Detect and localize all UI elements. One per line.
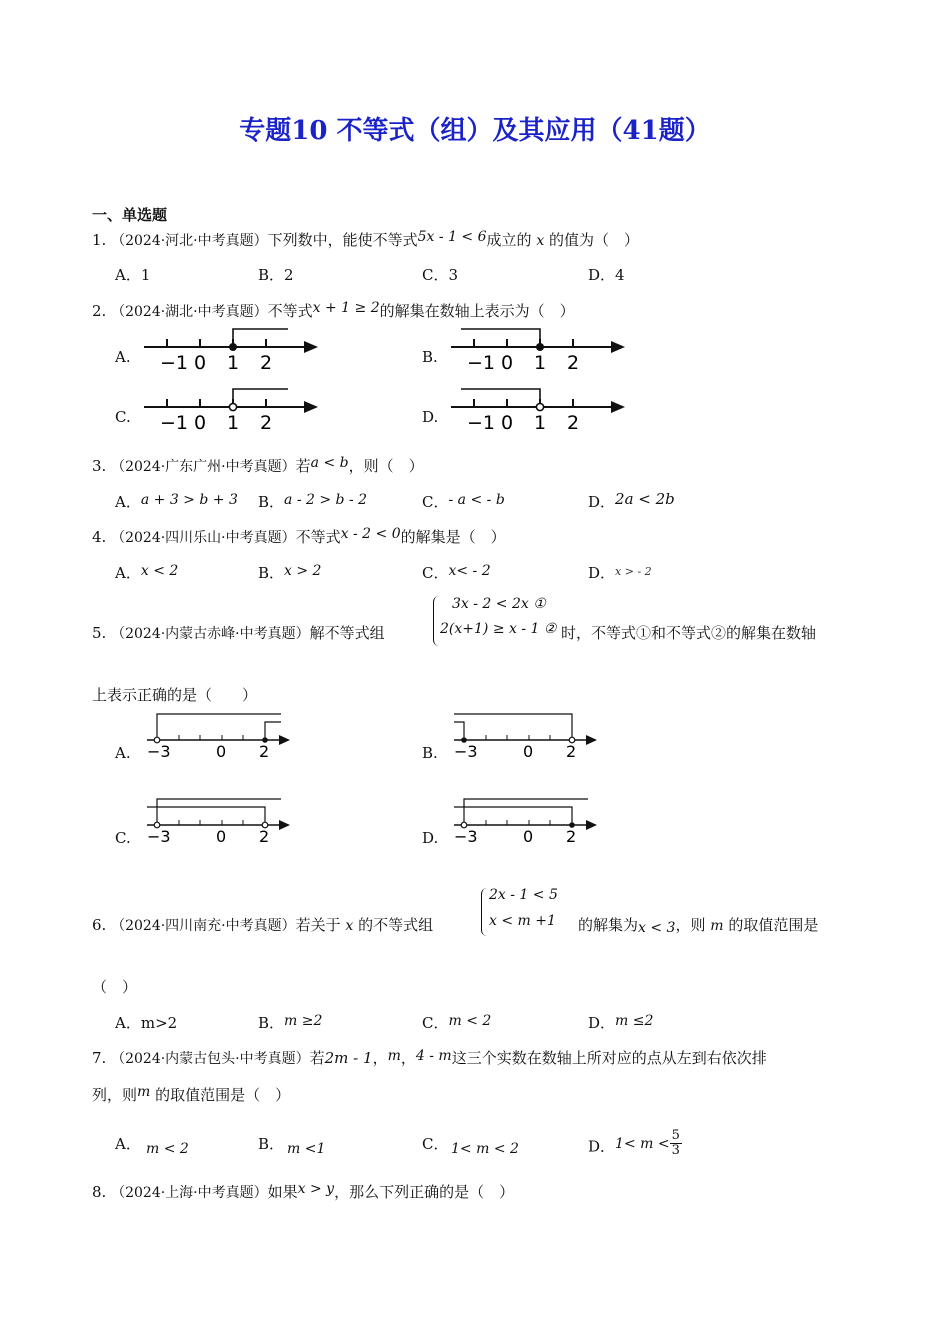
q8-source: （2024·上海·中考真题） xyxy=(111,1185,268,1201)
q1-number: 1. xyxy=(92,231,107,249)
range-1 xyxy=(454,714,572,737)
q2-number-line-a xyxy=(140,325,325,375)
q4-option-b[interactable] xyxy=(258,562,321,583)
q6-source: （2024·四川南充·中考真题） xyxy=(111,918,296,934)
range-2 xyxy=(454,722,464,737)
option-letter: A． xyxy=(115,1014,141,1032)
q1-option-a[interactable]: A．1 xyxy=(115,266,151,284)
q6-var-x: x xyxy=(345,918,354,934)
question-8 xyxy=(92,1181,514,1202)
option-expr: 1< m < xyxy=(615,1135,670,1152)
q5-number-line-a xyxy=(145,710,295,760)
q6-paren: （ ） xyxy=(92,978,138,996)
question-7 xyxy=(92,1047,767,1068)
q5-label-c[interactable]: C. xyxy=(115,829,131,847)
tick-label: 2 xyxy=(567,352,580,374)
q6-text-post-b: ，则 xyxy=(675,916,706,934)
numerator: 5 xyxy=(671,1128,680,1143)
q5-number-line-b xyxy=(452,710,602,760)
q2-label-a[interactable]: A. xyxy=(115,348,131,366)
q1-option-d[interactable]: D．4 xyxy=(588,266,625,284)
q7-option-a[interactable] xyxy=(115,1133,141,1154)
arrow-head xyxy=(586,820,597,830)
q3-text-pre: 若 xyxy=(295,457,311,475)
q6-option-a[interactable] xyxy=(115,1012,177,1033)
option-letter: C． xyxy=(422,1014,449,1032)
open-dot xyxy=(536,403,543,410)
q5-number-line-c xyxy=(145,795,295,845)
option-letter: C． xyxy=(422,493,449,511)
range-1 xyxy=(157,714,281,737)
option-letter: B． xyxy=(258,1014,285,1032)
q8-condition: x > y xyxy=(297,1181,335,1197)
tick-label: −1 xyxy=(467,352,496,374)
range-2 xyxy=(147,807,265,822)
q2-inequality: x + 1 ≥ 2 xyxy=(312,300,380,316)
q1-source: （2024·河北·中考真题） xyxy=(111,233,268,249)
q1-option-b[interactable]: B．2 xyxy=(258,266,294,284)
q6-text-post-a: 的解集为 xyxy=(578,916,639,934)
option-letter: B． xyxy=(258,493,285,511)
q7-number: 7. xyxy=(92,1049,107,1067)
tick-label: 1 xyxy=(534,352,547,374)
tick-label: 0 xyxy=(501,412,514,434)
q7-option-b-expr: m <1 xyxy=(287,1141,326,1157)
tick-label: −3 xyxy=(147,827,171,846)
option-expr: m ≤2 xyxy=(615,1013,654,1029)
tick-label: 2 xyxy=(567,412,580,434)
q6-option-d[interactable] xyxy=(588,1012,653,1033)
arrow-head xyxy=(611,401,625,413)
q5-label-b[interactable]: B. xyxy=(422,744,438,762)
q5-system-brace xyxy=(433,596,440,646)
q5-source: （2024·内蒙古赤峰·中考真题） xyxy=(111,626,310,642)
q5-label-a[interactable]: A. xyxy=(115,744,131,762)
tick-label: 2 xyxy=(259,742,270,761)
q4-option-d[interactable] xyxy=(588,562,652,583)
q6-var-m: m xyxy=(710,918,724,934)
q1-text-post2: 的值为（ ） xyxy=(549,231,640,249)
option-letter: A． xyxy=(115,564,141,582)
option-expr: m < 2 xyxy=(448,1013,492,1029)
q7-expr-1: 2m - 1 xyxy=(324,1049,373,1067)
q1-option-c[interactable]: C．3 xyxy=(422,266,459,284)
q1-text-pre: 下列数中，能使不等式 xyxy=(267,231,418,249)
q8-text-post: ，那么下列正确的是（ ） xyxy=(334,1183,515,1201)
q5-text-pre: 解不等式组 xyxy=(309,624,385,642)
tick-label: −3 xyxy=(454,827,478,846)
tick-label: −3 xyxy=(454,742,478,761)
q2-number-line-c xyxy=(140,385,325,435)
q4-text-post: 的解集是（ ） xyxy=(400,528,506,546)
tick-label: 1 xyxy=(227,412,240,434)
q4-option-c[interactable] xyxy=(422,562,491,583)
tick-label: 0 xyxy=(194,412,207,434)
option-expr: m>2 xyxy=(140,1014,178,1032)
q3-option-a[interactable] xyxy=(115,491,238,512)
question-6 xyxy=(92,914,433,935)
q5-text-line2: 上表示正确的是（ ） xyxy=(92,686,258,704)
arrow-head xyxy=(279,735,290,745)
section-heading: 一、单选题 xyxy=(92,206,168,224)
q2-label-d[interactable]: D. xyxy=(422,408,439,426)
q4-source: （2024·四川乐山·中考真题） xyxy=(111,530,296,546)
q4-option-a[interactable] xyxy=(115,562,178,583)
q3-option-c[interactable] xyxy=(422,491,505,512)
q1-text-post: 成立的 xyxy=(486,231,532,249)
q6-text-pre: 若关于 xyxy=(295,916,341,934)
q5-system-line-2: 2(x+1) ≥ x - 1 ② xyxy=(440,621,557,637)
q6-text-mid: 的不等式组 xyxy=(358,916,434,934)
q5-number: 5. xyxy=(92,624,107,642)
q7-text-pre: 若 xyxy=(309,1049,325,1067)
range-1 xyxy=(464,799,588,822)
option-letter: C． xyxy=(422,1135,449,1153)
q4-number: 4. xyxy=(92,528,107,546)
range-1 xyxy=(157,799,281,822)
q7-text-line2a: 列，则 xyxy=(92,1086,138,1104)
option-expr: x < 2 xyxy=(140,563,179,579)
q7-sep: ， xyxy=(372,1049,388,1067)
question-5 xyxy=(92,622,385,643)
q7-expr-2: m xyxy=(387,1048,401,1064)
option-letter: D． xyxy=(588,1137,616,1156)
q6-solution: x < 3 xyxy=(638,920,676,936)
option-letter: D． xyxy=(588,493,616,511)
q6-system-line-1: 2x - 1 < 5 xyxy=(489,887,558,903)
q2-label-b[interactable]: B. xyxy=(422,348,438,366)
option-expr: x< - 2 xyxy=(448,563,491,579)
arrow-head xyxy=(586,735,597,745)
q2-text-pre: 不等式 xyxy=(267,302,313,320)
tick-label: 2 xyxy=(260,352,273,374)
q3-source: （2024·广东广州·中考真题） xyxy=(111,459,296,475)
tick-label: 0 xyxy=(501,352,514,374)
q4-inequality: x - 2 < 0 xyxy=(340,526,401,542)
question-1 xyxy=(92,229,639,250)
q8-text-pre: 如果 xyxy=(267,1183,298,1201)
q6-system-line-2: x < m +1 xyxy=(489,913,556,929)
q7-option-b[interactable] xyxy=(258,1133,284,1154)
question-4 xyxy=(92,526,506,547)
option-expr: x > - 2 xyxy=(615,565,652,578)
solution-range xyxy=(461,389,540,403)
option-letter: D． xyxy=(588,1014,616,1032)
range-2 xyxy=(454,807,572,822)
q6-number: 6. xyxy=(92,916,107,934)
question-3 xyxy=(92,455,424,476)
arrow-head xyxy=(279,820,290,830)
tick-label: 0 xyxy=(523,827,534,846)
q5-number-line-d xyxy=(452,795,602,845)
arrow-head xyxy=(304,401,318,413)
q2-label-c[interactable]: C. xyxy=(115,408,131,426)
q7-option-c[interactable] xyxy=(422,1133,448,1154)
tick-label: 2 xyxy=(259,827,270,846)
q7-option-a-expr: m < 2 xyxy=(146,1141,189,1157)
option-expr: 2a < 2b xyxy=(615,490,675,508)
fraction xyxy=(670,1129,682,1158)
question-2 xyxy=(92,300,575,321)
q2-number-line-b xyxy=(447,325,632,375)
q3-option-b[interactable] xyxy=(258,491,367,512)
option-letter: B． xyxy=(258,564,285,582)
tick-label: 0 xyxy=(523,742,534,761)
q1-inequality: 5x - 1 < 6 xyxy=(417,229,487,245)
q6-text-post xyxy=(578,914,818,935)
q3-number: 3. xyxy=(92,457,107,475)
closed-dot xyxy=(536,343,544,351)
q8-number: 8. xyxy=(92,1183,107,1201)
q1-var: x xyxy=(536,233,545,249)
q6-option-c[interactable] xyxy=(422,1012,491,1033)
solution-range xyxy=(461,329,540,347)
q3-option-d[interactable] xyxy=(588,491,675,512)
tick-label: 2 xyxy=(566,742,577,761)
option-letter: B． xyxy=(258,1135,285,1153)
q6-text-post-c: 的取值范围是 xyxy=(728,916,819,934)
q2-source: （2024·湖北·中考真题） xyxy=(111,304,268,320)
option-expr: a + 3 > b + 3 xyxy=(140,492,238,508)
q6-system-brace xyxy=(481,888,488,936)
tick-label: −1 xyxy=(467,412,496,434)
solution-range xyxy=(233,329,288,347)
tick-label: 1 xyxy=(227,352,240,374)
q2-text-post: 的解集在数轴上表示为（ ） xyxy=(379,302,575,320)
q7-line-2 xyxy=(92,1084,290,1105)
tick-label: −1 xyxy=(160,352,189,374)
option-expr: - a < - b xyxy=(448,492,505,508)
option-letter: D． xyxy=(588,564,616,582)
closed-dot xyxy=(229,343,237,351)
option-letter: A． xyxy=(115,1135,141,1153)
q5-label-d[interactable]: D. xyxy=(422,829,439,847)
q5-text-post: 时，不等式①和不等式②的解集在数轴 xyxy=(561,624,817,642)
q3-text-post: ，则（ ） xyxy=(348,457,424,475)
option-letter: A． xyxy=(115,493,141,511)
q7-sep: ， xyxy=(400,1049,416,1067)
tick-label: −3 xyxy=(147,742,171,761)
q3-condition: a < b xyxy=(310,455,349,471)
solution-range xyxy=(233,389,288,403)
q7-expr-3: 4 - m xyxy=(415,1048,452,1064)
page-title: 专题10 不等式（组）及其应用（41题） xyxy=(239,116,711,146)
q7-option-d[interactable] xyxy=(588,1128,682,1162)
tick-label: 0 xyxy=(194,352,207,374)
q4-text-pre: 不等式 xyxy=(295,528,341,546)
tick-label: 0 xyxy=(216,827,227,846)
tick-label: 0 xyxy=(216,742,227,761)
open-dot xyxy=(229,403,236,410)
q5-system-line-1: 3x - 2 < 2x ① xyxy=(452,596,546,612)
q7-var-m: m xyxy=(137,1084,151,1100)
arrow-head xyxy=(304,341,318,353)
q6-option-b[interactable] xyxy=(258,1012,322,1033)
tick-label: 2 xyxy=(566,827,577,846)
q2-number: 2. xyxy=(92,302,107,320)
q7-source: （2024·内蒙古包头·中考真题） xyxy=(111,1051,310,1067)
tick-label: 2 xyxy=(260,412,273,434)
range-2 xyxy=(265,722,281,737)
q7-text-line2b: 的取值范围是（ ） xyxy=(155,1086,291,1104)
tick-label: −1 xyxy=(160,412,189,434)
arrow-head xyxy=(611,341,625,353)
q7-option-c-expr: 1< m < 2 xyxy=(451,1141,519,1157)
option-expr: x > 2 xyxy=(284,563,322,579)
option-expr: m ≥2 xyxy=(284,1013,323,1029)
option-expr: a - 2 > b - 2 xyxy=(284,492,368,508)
tick-label: 1 xyxy=(534,412,547,434)
q7-text-post: 这三个实数在数轴上所对应的点从左到右依次排 xyxy=(451,1049,767,1067)
option-letter: C． xyxy=(422,564,449,582)
q2-number-line-d xyxy=(447,385,632,435)
denominator: 3 xyxy=(671,1143,680,1158)
